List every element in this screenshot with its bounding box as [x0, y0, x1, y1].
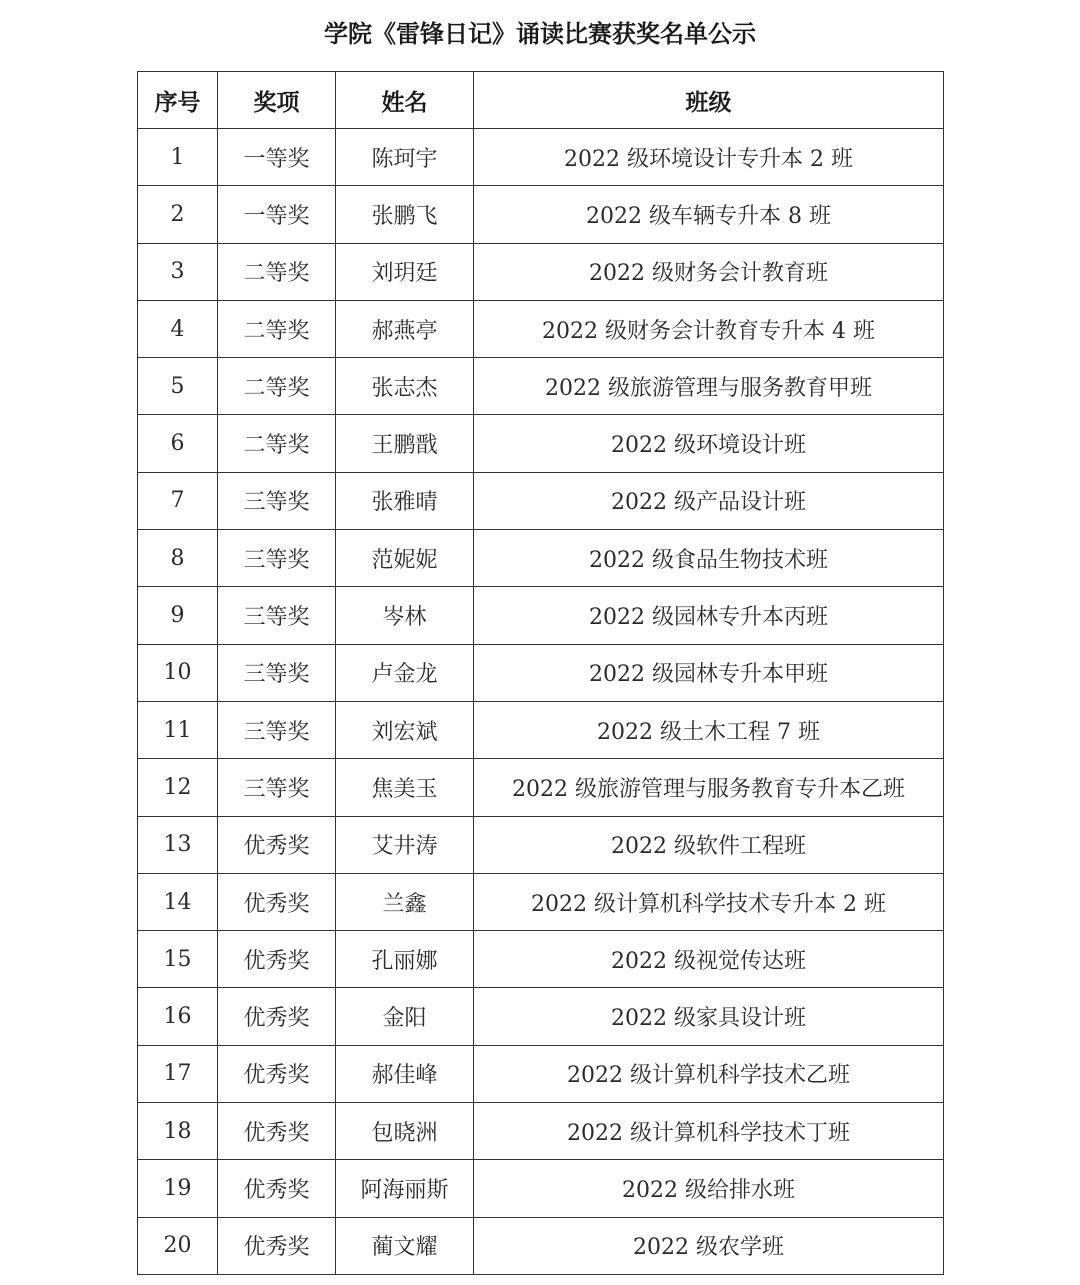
cell-award: 三等奖: [218, 701, 336, 758]
table-row: [138, 1217, 944, 1274]
cell-award: 三等奖: [218, 530, 336, 587]
cell-index: 8: [138, 530, 218, 587]
table-row: [138, 243, 944, 300]
cell-class: 2022 级财务会计教育班: [474, 243, 944, 300]
table-row: [138, 530, 944, 587]
table-row: [138, 644, 944, 701]
cell-award: 优秀奖: [218, 988, 336, 1045]
cell-name: 张鹏飞: [336, 186, 474, 243]
cell-index: 19: [138, 1160, 218, 1217]
cell-name: 王鹏戬: [336, 415, 474, 472]
table-row: [138, 759, 944, 816]
cell-award: 三等奖: [218, 587, 336, 644]
header-index: 序号: [138, 72, 218, 129]
table-row: [138, 472, 944, 529]
cell-name: 阿海丽斯: [336, 1160, 474, 1217]
cell-award: 一等奖: [218, 186, 336, 243]
cell-award: 二等奖: [218, 415, 336, 472]
cell-class: 2022 级家具设计班: [474, 988, 944, 1045]
table-row: [138, 873, 944, 930]
cell-class: 2022 级食品生物技术班: [474, 530, 944, 587]
cell-index: 12: [138, 759, 218, 816]
cell-name: 张雅晴: [336, 472, 474, 529]
table-body: [138, 129, 944, 1275]
cell-index: 7: [138, 472, 218, 529]
cell-name: 岑林: [336, 587, 474, 644]
cell-name: 刘宏斌: [336, 701, 474, 758]
cell-index: 9: [138, 587, 218, 644]
cell-name: 包晓洲: [336, 1103, 474, 1160]
cell-index: 18: [138, 1103, 218, 1160]
cell-name: 陈珂宇: [336, 129, 474, 186]
table-row: [138, 415, 944, 472]
table-row: [138, 587, 944, 644]
cell-class: 2022 级软件工程班: [474, 816, 944, 873]
cell-class: 2022 级计算机科学技术乙班: [474, 1045, 944, 1102]
table-row: [138, 1103, 944, 1160]
cell-class: 2022 级土木工程 7 班: [474, 701, 944, 758]
table-row: [138, 931, 944, 988]
cell-award: 三等奖: [218, 644, 336, 701]
cell-index: 20: [138, 1217, 218, 1274]
cell-award: 优秀奖: [218, 1160, 336, 1217]
cell-index: 5: [138, 358, 218, 415]
cell-class: 2022 级计算机科学技术丁班: [474, 1103, 944, 1160]
cell-award: 三等奖: [218, 472, 336, 529]
cell-index: 6: [138, 415, 218, 472]
cell-name: 焦美玉: [336, 759, 474, 816]
table-header-row: [138, 72, 944, 129]
cell-name: 兰鑫: [336, 873, 474, 930]
cell-index: 3: [138, 243, 218, 300]
cell-award: 优秀奖: [218, 873, 336, 930]
cell-index: 15: [138, 931, 218, 988]
cell-class: 2022 级环境设计班: [474, 415, 944, 472]
cell-class: 2022 级环境设计专升本 2 班: [474, 129, 944, 186]
cell-award: 优秀奖: [218, 816, 336, 873]
award-list-table: [137, 71, 944, 1275]
cell-class: 2022 级车辆专升本 8 班: [474, 186, 944, 243]
cell-class: 2022 级旅游管理与服务教育甲班: [474, 358, 944, 415]
cell-name: 孔丽娜: [336, 931, 474, 988]
table-row: [138, 816, 944, 873]
cell-award: 优秀奖: [218, 1217, 336, 1274]
cell-award: 二等奖: [218, 358, 336, 415]
cell-index: 10: [138, 644, 218, 701]
cell-index: 2: [138, 186, 218, 243]
cell-name: 蔺文耀: [336, 1217, 474, 1274]
header-award: 奖项: [218, 72, 336, 129]
cell-class: 2022 级旅游管理与服务教育专升本乙班: [474, 759, 944, 816]
cell-award: 优秀奖: [218, 931, 336, 988]
cell-name: 刘玥廷: [336, 243, 474, 300]
cell-class: 2022 级给排水班: [474, 1160, 944, 1217]
cell-name: 艾井涛: [336, 816, 474, 873]
document-title: 学院《雷锋日记》诵读比赛获奖名单公示: [324, 20, 756, 48]
cell-award: 一等奖: [218, 129, 336, 186]
table-row: [138, 988, 944, 1045]
table-row: [138, 701, 944, 758]
header-class: 班级: [474, 72, 944, 129]
table-row: [138, 129, 944, 186]
cell-class: 2022 级视觉传达班: [474, 931, 944, 988]
cell-award: 优秀奖: [218, 1045, 336, 1102]
cell-award: 二等奖: [218, 243, 336, 300]
cell-index: 11: [138, 701, 218, 758]
cell-name: 范妮妮: [336, 530, 474, 587]
table-row: [138, 1160, 944, 1217]
cell-award: 优秀奖: [218, 1103, 336, 1160]
cell-class: 2022 级财务会计教育专升本 4 班: [474, 300, 944, 357]
cell-award: 三等奖: [218, 759, 336, 816]
cell-index: 13: [138, 816, 218, 873]
table-row: [138, 186, 944, 243]
cell-award: 二等奖: [218, 300, 336, 357]
cell-name: 金阳: [336, 988, 474, 1045]
cell-index: 17: [138, 1045, 218, 1102]
cell-index: 4: [138, 300, 218, 357]
cell-name: 张志杰: [336, 358, 474, 415]
cell-name: 郝佳峰: [336, 1045, 474, 1102]
header-name: 姓名: [336, 72, 474, 129]
cell-index: 16: [138, 988, 218, 1045]
cell-class: 2022 级农学班: [474, 1217, 944, 1274]
cell-class: 2022 级产品设计班: [474, 472, 944, 529]
table-row: [138, 1045, 944, 1102]
cell-class: 2022 级计算机科学技术专升本 2 班: [474, 873, 944, 930]
table-row: [138, 300, 944, 357]
cell-name: 卢金龙: [336, 644, 474, 701]
cell-index: 14: [138, 873, 218, 930]
cell-index: 1: [138, 129, 218, 186]
table-row: [138, 358, 944, 415]
cell-class: 2022 级园林专升本甲班: [474, 644, 944, 701]
cell-name: 郝燕亭: [336, 300, 474, 357]
cell-class: 2022 级园林专升本丙班: [474, 587, 944, 644]
